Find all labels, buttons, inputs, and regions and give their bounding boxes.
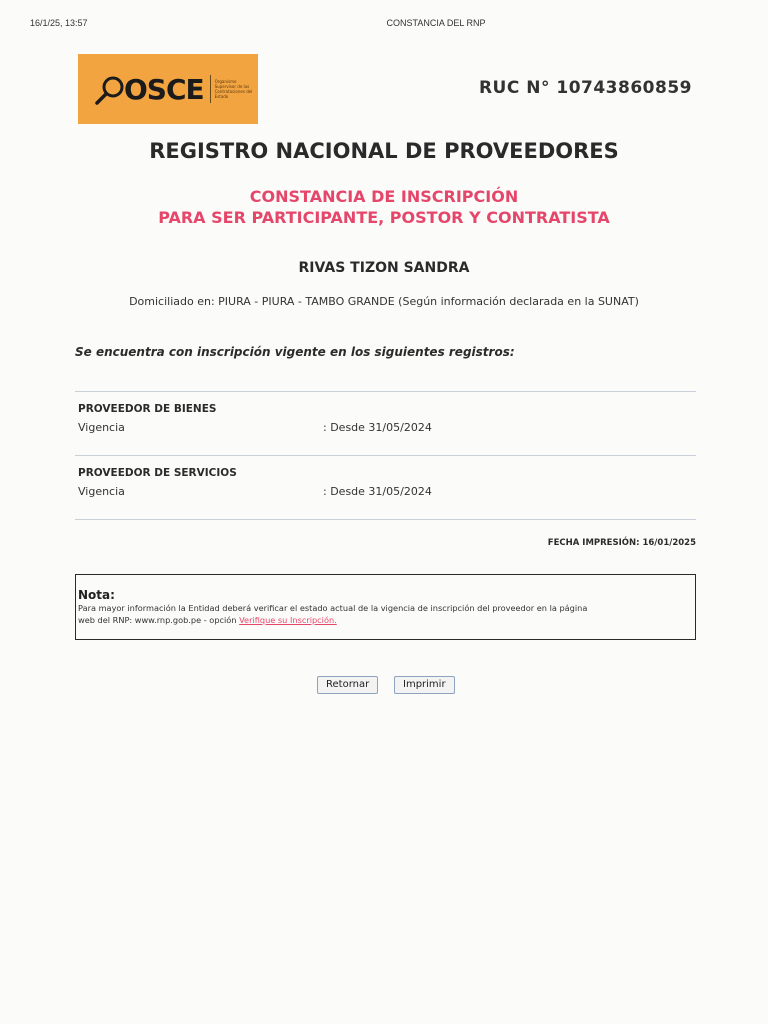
page-title: REGISTRO NACIONAL DE PROVEEDORES xyxy=(149,139,619,163)
registrations-lead: Se encuentra con inscripción vigente en los siguientes registros: xyxy=(75,345,515,359)
magnifier-icon xyxy=(94,73,124,105)
registro-label-servicios: Vigencia xyxy=(78,485,125,498)
provider-name: RIVAS TIZON SANDRA xyxy=(298,260,470,276)
subtitle-line-2: PARA SER PARTICIPANTE, POSTOR Y CONTRATISTA xyxy=(158,208,610,227)
retornar-button[interactable]: Retornar xyxy=(317,676,378,694)
logo-divider xyxy=(210,75,211,103)
print-header xyxy=(0,18,768,32)
note-text xyxy=(78,602,693,626)
print-date: FECHA IMPRESIÓN: 16/01/2025 xyxy=(547,538,696,548)
osce-logo xyxy=(78,54,258,124)
note-text-line-2: web del RNP: www.rnp.gob.pe - opción xyxy=(78,615,240,625)
provider-address: Domiciliado en: PIURA - PIURA - TAMBO GRANDE (Según información declarada en la SUNAT) xyxy=(129,295,639,308)
ruc-number: RUC N° 10743860859 xyxy=(478,78,692,98)
registro-title-servicios: PROVEEDOR DE SERVICIOS xyxy=(78,467,237,479)
print-timestamp: 16/1/25, 13:57 xyxy=(30,18,88,28)
registro-value-bienes: : Desde 31/05/2024 xyxy=(323,421,432,434)
print-document-title: CONSTANCIA DEL RNP xyxy=(386,18,486,28)
imprimir-button[interactable]: Imprimir xyxy=(394,676,455,694)
divider xyxy=(75,391,696,392)
registro-title-bienes: PROVEEDOR DE BIENES xyxy=(78,403,217,415)
note-title: Nota: xyxy=(78,588,115,602)
logo-brand: OSCE xyxy=(124,72,204,106)
certificate-subtitle xyxy=(0,186,768,228)
verify-inscription-link[interactable]: Verifique su Inscripción. xyxy=(239,615,337,625)
subtitle-line-1: CONSTANCIA DE INSCRIPCIÓN xyxy=(249,187,519,206)
note-text-line-1: Para mayor información la Entidad deberá verificar el estado actual de la vigencia de inscripción del proveedor en la página xyxy=(78,603,588,613)
divider xyxy=(75,455,696,456)
note-box xyxy=(75,574,696,640)
registro-value-servicios: : Desde 31/05/2024 xyxy=(323,485,432,498)
divider xyxy=(75,519,696,520)
registro-label-bienes: Vigencia xyxy=(78,421,125,434)
logo-subtext: Organismo Supervisor de las Contrataciones del Estado xyxy=(214,79,253,99)
